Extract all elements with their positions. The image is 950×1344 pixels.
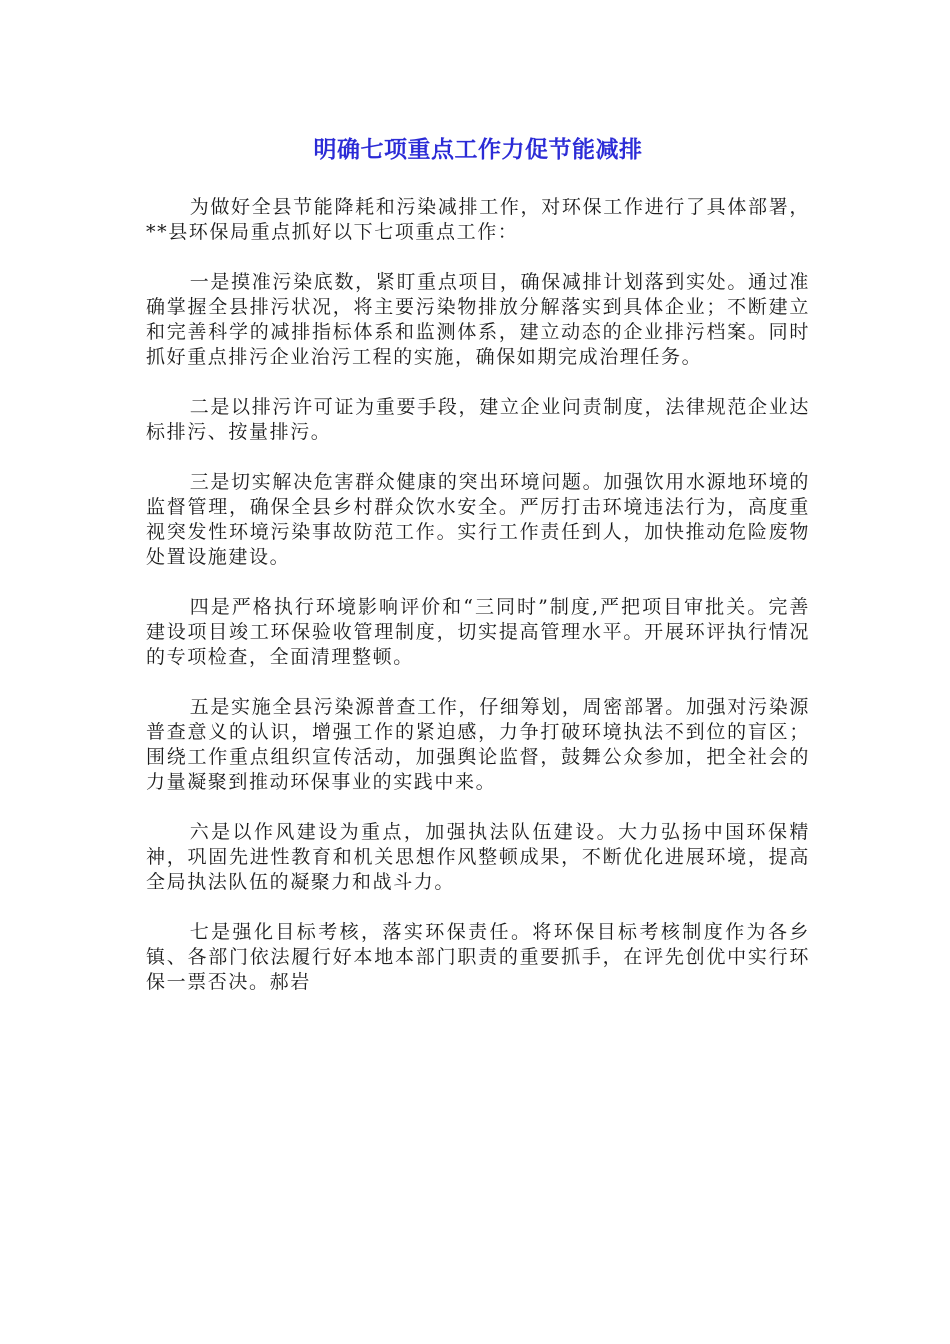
paragraph-item-2: 二是以排污许可证为重要手段，建立企业问责制度，法律规范企业达标排污、按量排污。	[146, 396, 810, 443]
paragraph-item-3: 三是切实解决危害群众健康的突出环境问题。加强饮用水源地环境的监督管理，确保全县乡村群众饮水安全。严厉打击环境违法行为，高度重视突发性环境污染事故防范工作。实行工作责任到人，加快推动危险废物处置设施建设。	[146, 471, 810, 568]
paragraph-item-1: 一是摸准污染底数，紧盯重点项目，确保减排计划落到实处。通过准确掌握全县排污状况，将主要污染物排放分解落实到具体企业；不断建立和完善科学的减排指标体系和监测体系，建立动态的企业排污档案。同时抓好重点排污企业治污工程的实施，确保如期完成治理任务。	[146, 271, 810, 368]
document-title: 明确七项重点工作力促节能减排	[313, 137, 643, 163]
paragraph-item-6: 六是以作风建设为重点，加强执法队伍建设。大力弘扬中国环保精神，巩固先进性教育和机关思想作风整顿成果，不断优化进展环境，提高全局执法队伍的凝聚力和战斗力。	[146, 821, 810, 893]
paragraph-item-5: 五是实施全县污染源普查工作，仔细筹划，周密部署。加强对污染源普查意义的认识，增强工作的紧迫感，力争打破环境执法不到位的盲区；围绕工作重点组织宣传活动，加强舆论监督，鼓舞公众参加，把全社会的力量凝聚到推动环保事业的实践中来。	[146, 696, 810, 793]
paragraph-item-7: 七是强化目标考核，落实环保责任。将环保目标考核制度作为各乡镇、各部门依法履行好本地本部门职责的重要抓手，在评先创优中实行环保一票否决。郝岩	[146, 921, 810, 993]
paragraph-item-4: 四是严格执行环境影响评价和“三同时”制度,严把项目审批关。完善建设项目竣工环保验收管理制度，切实提高管理水平。开展环评执行情况的专项检查，全面清理整顿。	[146, 596, 810, 668]
paragraph-intro: 为做好全县节能降耗和污染减排工作，对环保工作进行了具体部署，**县环保局重点抓好以下七项重点工作：	[146, 196, 810, 243]
